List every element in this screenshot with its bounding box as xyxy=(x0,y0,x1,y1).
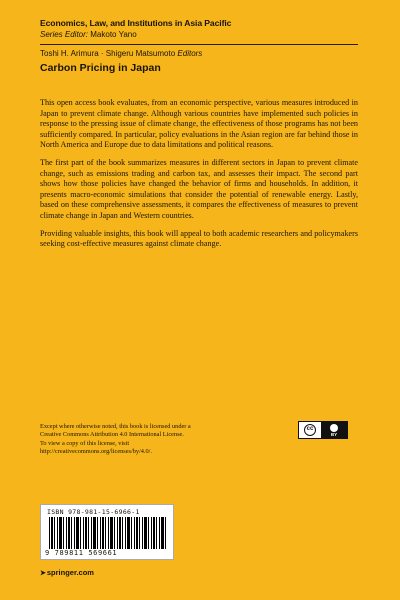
blurb-paragraph: The first part of the book summarizes measures in different sectors in Japan to prevent climate change, such as emissions trading and carbon tax, and assesses their impact. The second part shows how those policies have changed the behavior of firms and households. In addition, it presents macro-economic simulations that consider the potential of renewable energy. Lastly, based on these comprehensive assessments, it compares the effectiveness of measures to prevent climate change in Japan and Western countries. xyxy=(40,157,358,220)
header-rule xyxy=(40,44,358,45)
publisher-name: springer.com xyxy=(46,568,94,577)
blurb-paragraph: Providing valuable insights, this book will appeal to both academic researchers and policymakers seeking cost-effective measures against climate change. xyxy=(40,228,358,249)
book-title: Carbon Pricing in Japan xyxy=(40,62,161,74)
series-editor-label: Series Editor: xyxy=(40,30,89,39)
license-line: Except where otherwise noted, this book is licensed under a xyxy=(40,423,191,430)
editors-label: Editors xyxy=(177,49,203,58)
publisher-link[interactable] xyxy=(40,568,94,577)
barcode xyxy=(40,504,174,560)
barcode-bars xyxy=(49,517,167,549)
cc-icon: cc xyxy=(304,424,316,436)
series-editor-name: Makoto Yano xyxy=(90,30,137,39)
license-notice xyxy=(40,423,270,456)
by-label: BY xyxy=(330,431,338,437)
license-url[interactable]: http://creativecommons.org/licenses/by/4.0/. xyxy=(40,447,152,455)
license-line: To view a copy of this license, visit xyxy=(40,439,130,447)
series-editor xyxy=(40,30,137,39)
series-title: Economics, Law, and Institutions in Asia Pacific xyxy=(40,18,232,28)
license-line: Creative Commons Attribution 4.0 International License. xyxy=(40,431,184,439)
editor-names: Toshi H. Arimura · Shigeru Matsumoto xyxy=(40,49,176,58)
arrow-icon: ➤ xyxy=(40,570,46,577)
blurb xyxy=(40,98,358,257)
blurb-paragraph: This open access book evaluates, from an economic perspective, various measures introduced in Japan to prevent climate change. Although various countries have implemented such policies in response to the pressing issue of climate change, the effectiveness of those programs has not been sufficiently compared. In particular, policy evaluations in the Asian region are far behind those in North America and Europe due to data limitations and political reasons. xyxy=(40,98,358,150)
cc-by-badge xyxy=(298,421,348,439)
attribution-person-icon xyxy=(330,424,338,432)
isbn-label: ISBN 978-981-15-6966-1 xyxy=(47,508,140,516)
barcode-digits: 9 789811 569661 xyxy=(45,549,118,557)
book-editors xyxy=(40,49,202,58)
